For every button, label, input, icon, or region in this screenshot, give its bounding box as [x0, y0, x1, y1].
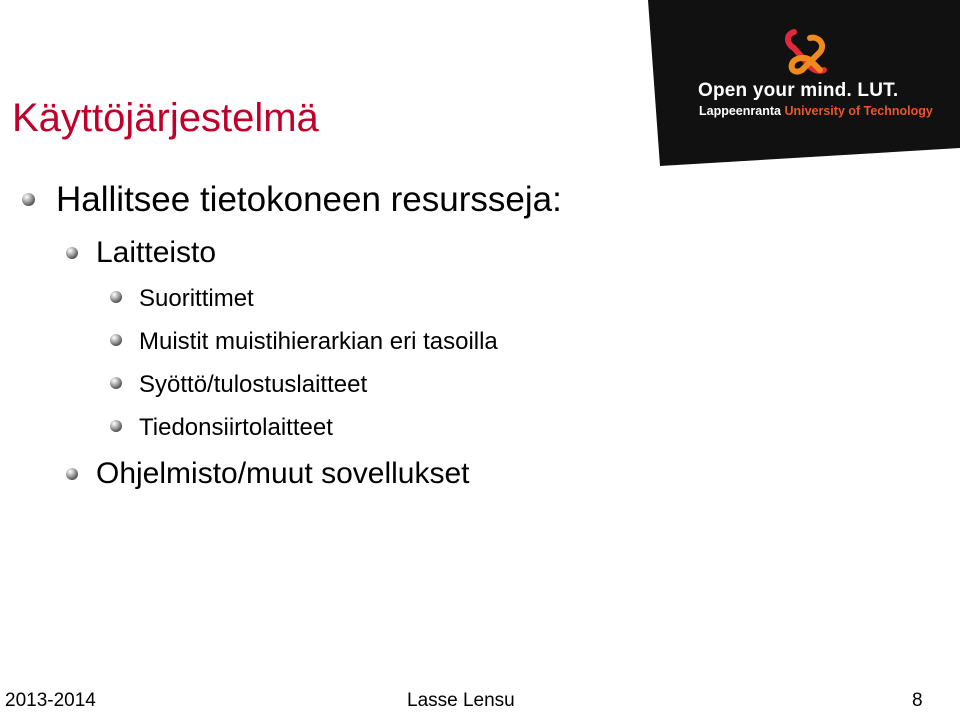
bullet-item-memories	[139, 328, 498, 356]
bullet-icon	[110, 291, 122, 303]
bullet-item-resources	[56, 180, 562, 220]
bullet-text: Laitteisto	[96, 236, 217, 269]
logo-university: University of Technology	[784, 104, 933, 118]
bullet-text: Ohjelmisto/muut sovellukset	[96, 457, 470, 490]
slide-title: Käyttöjärjestelmä	[12, 96, 319, 140]
bullet-icon	[22, 193, 35, 206]
bullet-item-processors	[139, 285, 254, 313]
bullet-text: Suorittimet	[139, 285, 254, 312]
bullet-item-hardware	[96, 236, 216, 270]
bullet-item-transfer-devices	[139, 414, 333, 442]
lut-ampersand-logo	[780, 26, 840, 78]
bullet-item-io-devices	[139, 371, 367, 399]
bullet-icon	[66, 247, 78, 259]
footer-date: 2013-2014	[5, 690, 96, 711]
lut-logo-band	[640, 0, 960, 166]
bullet-icon	[110, 377, 122, 389]
bullet-icon	[110, 420, 122, 432]
bullet-text: Muistit muistihierarkian eri tasoilla	[139, 328, 498, 355]
bullet-item-software	[96, 457, 469, 491]
logo-university-name	[699, 104, 933, 118]
logo-city: Lappeenranta	[699, 104, 781, 118]
bullet-icon	[66, 468, 78, 480]
bullet-text: Tiedonsiirtolaitteet	[139, 414, 333, 441]
logo-tagline: Open your mind. LUT.	[698, 80, 899, 101]
bullet-text: Syöttö/tulostuslaitteet	[139, 371, 368, 398]
footer-page-number: 8	[912, 690, 923, 711]
footer-author: Lasse Lensu	[407, 690, 515, 711]
bullet-icon	[110, 334, 122, 346]
bullet-text: Hallitsee tietokoneen resursseja:	[56, 180, 562, 219]
